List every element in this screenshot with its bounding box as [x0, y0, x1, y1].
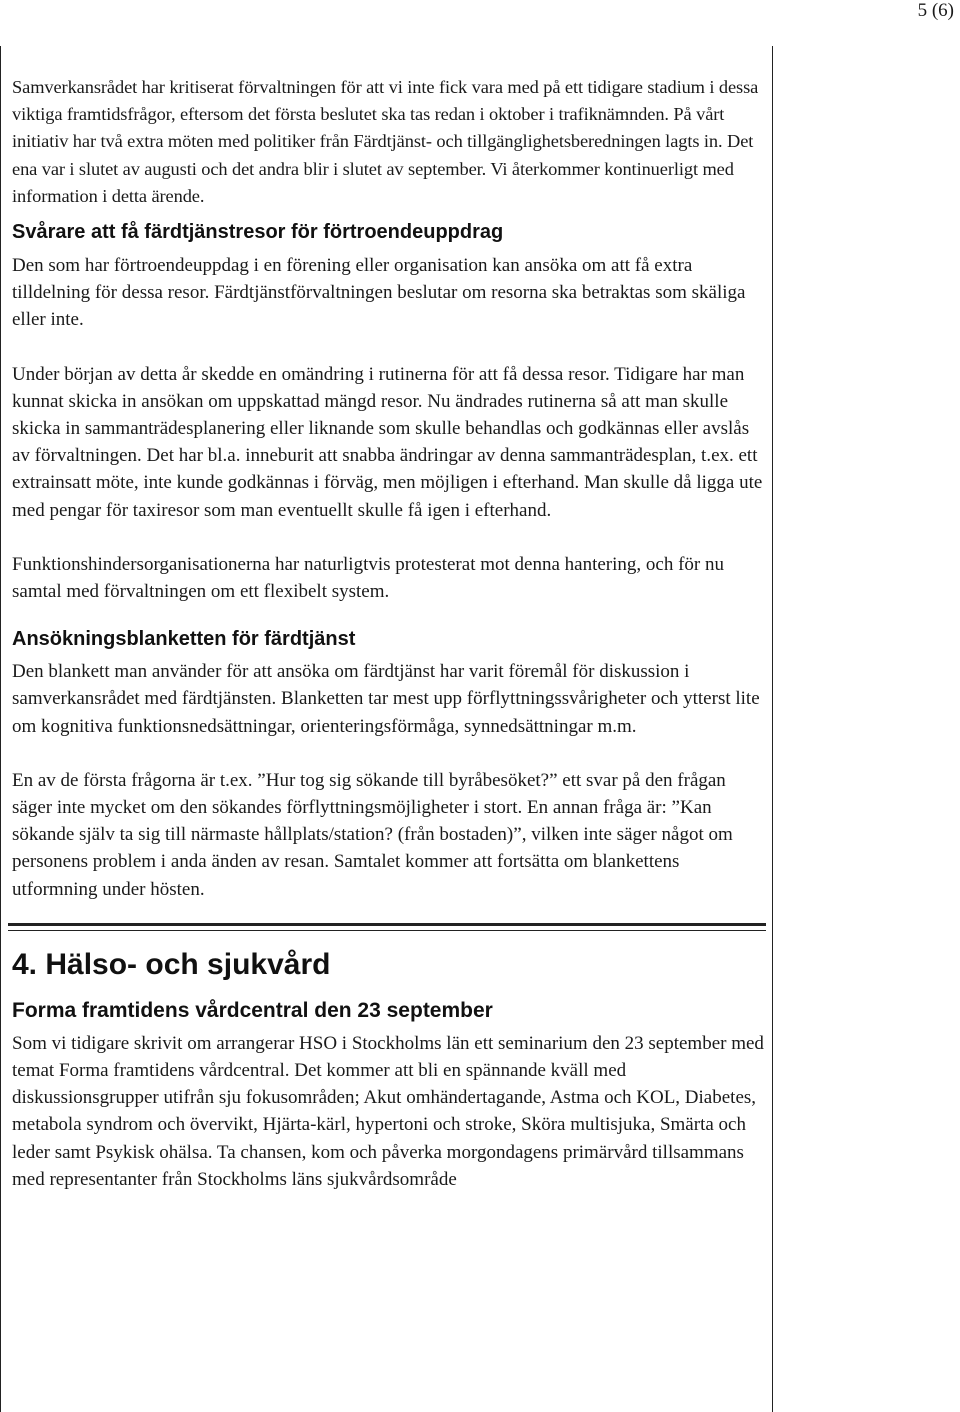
paragraph-protest: Funktionshindersorganisationerna har naturligtvis protesterat mot denna hantering, och för nu samtal med förvaltningen om ett flexibelt system. [12, 553, 724, 603]
left-margin-rule [0, 46, 1, 1412]
paragraph-samverkansradet: Samverkansrådet har kritiserat förvaltningen för att vi inte fick vara med på ett tidigare stadium i dessa viktiga framtidsfrågor, eftersom det första beslutet ska tas redan i oktober i trafiknämnden. På vårt initiativ har två extra möten med politiker från Färdtjänst- och tillgänglighetsberedningen lagts in. Det ena var i slutet av augusti och det andra blir i slutet av september. Vi återkommer kontinuerligt med information i detta ärende. [12, 77, 759, 206]
paragraph-fortroendeuppdrag: Den som har förtroendeuppdag i en förening eller organisation kan ansöka om att få extra tilldelning för dessa resor. Färdtjänstförvaltningen beslutar om resorna ska betraktas som skäliga eller inte. [12, 255, 746, 331]
right-margin-rule [772, 46, 773, 1412]
heading-vardcentral: Forma framtidens vårdcentral den 23 september [12, 998, 493, 1022]
heading-ansokningsblankett: Ansökningsblanketten för färdtjänst [12, 628, 356, 651]
page-number: 5 (6) [917, 0, 954, 21]
section-divider [8, 923, 766, 931]
paragraph-seminarium: Som vi tidigare skrivit om arrangerar HSO i Stockholms län ett seminarium den 23 september med temat Forma framtidens vårdcentral. Det kommer att bli en spännande kväll med diskussionsgrupper utifrån sju fokusområden; Akut omhändertagande, Astma och KOL, Diabetes, metabola syndrom och övervikt, Hjärta-kärl, hypertoni och stroke, Sköra multisjuka, Smärta och leder samt Psykisk ohälsa. Ta chansen, kom och påverka morgondagens primärvård tillsammans med representanter från Stockholms läns sjukvårdsområde [12, 1032, 764, 1190]
section-heading-halso-sjukvard: 4. Hälso- och sjukvård [12, 947, 331, 981]
paragraph-rutiner: Under början av detta år skedde en omändring i rutinerna för att få dessa resor. Tidigare har man kunnat skicka in ansökan om uppskattad mängd resor. Nu ändrades rutinerna så att man skulle skicka in sammanträdesplanering eller liknande som skulle behandlas och godkännas eller avslås av förvaltningen. Det har bl.a. inneburit att snabba ändringar av denna sammanträdesplan, t.ex. ett extrainsatt möte, inte kunde godkännas i förväg, men möjligen i efterhand. Man skulle då ligga ute med pengar för taxiresor som man eventuellt skulle få igen i efterhand. [12, 363, 763, 521]
heading-fardtjanstresor: Svårare att få färdtjänstresor för förtroendeuppdrag [12, 221, 504, 244]
paragraph-fragor: En av de första frågorna är t.ex. ”Hur tog sig sökande till byråbesöket?” ett svar på den frågan säger inte mycket om den sökandes förflyttningsmöjligheter i stort. En annan fråga är: ”Kan sökande själv ta sig till närmaste hållplats/station? (från bostaden)”, vilken inte säger något om personens problem i anda änden av resan. Samtalet kommer att fortsätta om blankettens utformning under hösten. [12, 769, 733, 900]
document-body [12, 74, 764, 1193]
paragraph-blankett: Den blankett man använder för att ansöka om färdtjänst har varit föremål för diskussion i samverkansrådet med färdtjänsten. Blanketten tar mest upp förflyttningssvårigheter och ytterst lite om kognitiva funktionsnedsättningar, orienteringsförmåga, synnedsättningar m.m. [12, 661, 760, 737]
